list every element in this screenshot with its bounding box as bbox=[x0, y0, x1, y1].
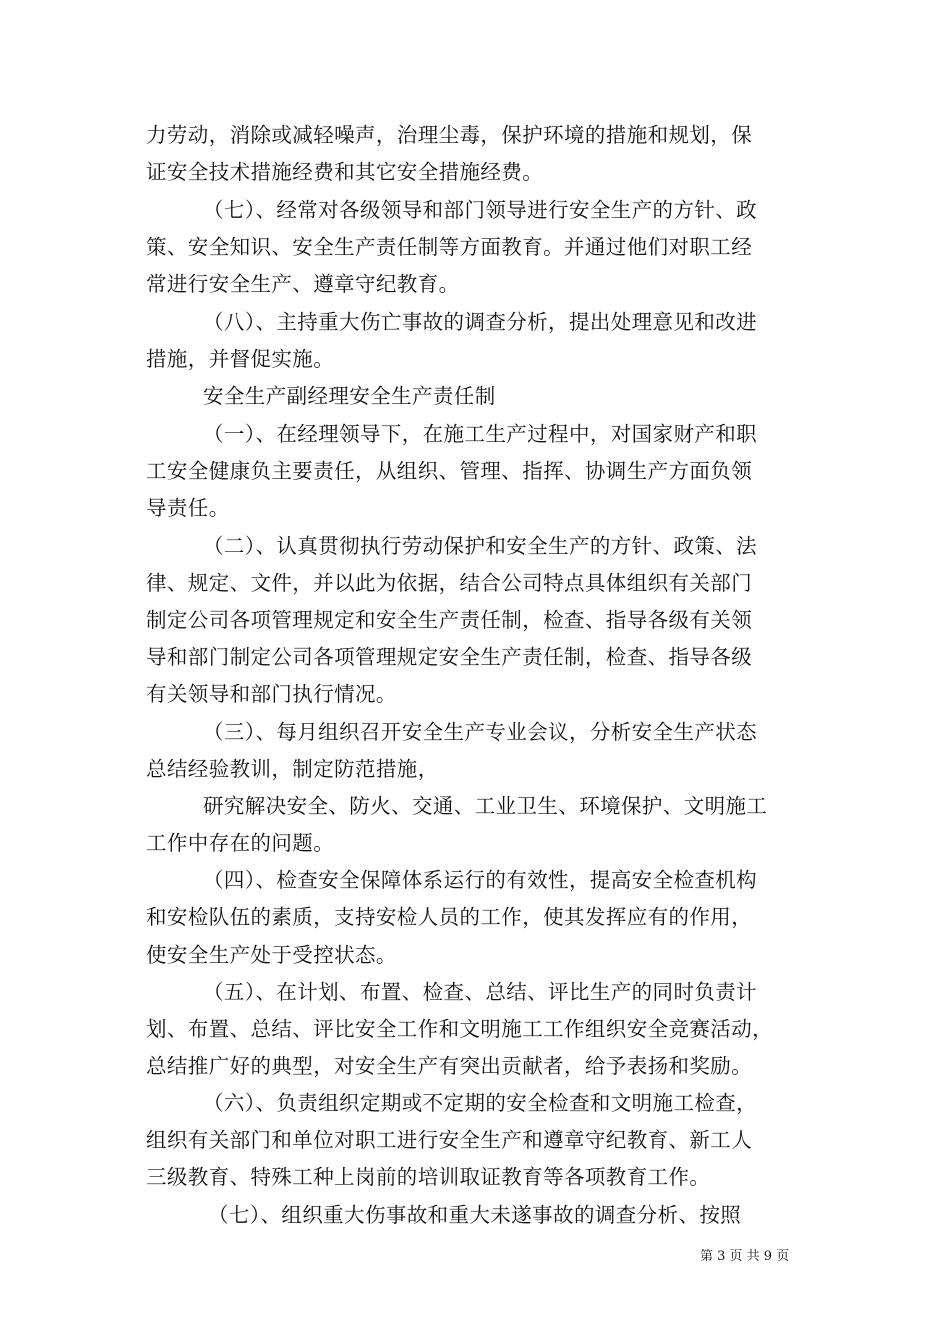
body-line: 措施，并督促实施。 bbox=[146, 347, 335, 371]
paragraph-start-line: （八）、主持重大伤亡事故的调查分析，提出处理意见和改进 bbox=[203, 310, 758, 334]
body-line: 常进行安全生产、遵章守纪教育。 bbox=[146, 272, 460, 296]
body-line: 工安全健康负主要责任，从组织、管理、指挥、协调生产方面负领 bbox=[146, 459, 753, 483]
paragraph-start-line: （一）、在经理领导下，在施工生产过程中，对国家财产和职 bbox=[203, 422, 758, 446]
body-line: 力劳动，消除或减轻噪声，治理尘毒，保护环境的措施和规划，保 bbox=[146, 123, 753, 147]
body-line: 制定公司各项管理规定和安全生产责任制，检查、指导各级有关领 bbox=[146, 608, 753, 632]
body-line: 策、安全知识、安全生产责任制等方面教育。并通过他们对职工经 bbox=[146, 235, 753, 259]
paragraph-start-line: （三）、每月组织召开安全生产专业会议，分析安全生产状态 bbox=[203, 720, 758, 744]
paragraph-start-line: （七）、经常对各级领导和部门领导进行安全生产的方针、政 bbox=[203, 198, 758, 222]
body-line: 组织有关部门和单位对职工进行安全生产和遵章守纪教育、新工人 bbox=[146, 1128, 753, 1152]
body-line: 和安检队伍的素质，支持安检人员的工作，使其发挥应有的作用， bbox=[146, 905, 753, 929]
paragraph-start-line: （四）、检查安全保障体系运行的有效性，提高安全检查机构 bbox=[203, 868, 758, 892]
body-line: 总结推广好的典型，对安全生产有突出贡献者，给予表扬和奖励。 bbox=[146, 1054, 753, 1078]
body-line: 导和部门制定公司各项管理规定安全生产责任制，检查、指导各级 bbox=[146, 645, 753, 669]
body-line: 律、规定、文件，并以此为依据，结合公司特点具体组织有关部门 bbox=[146, 571, 753, 595]
body-line: 证安全技术措施经费和其它安全措施经费。 bbox=[146, 160, 544, 184]
paragraph-start-line: 研究解决安全、防火、交通、工业卫生、环境保护、文明施工 bbox=[203, 794, 768, 818]
body-line: 三级教育、特殊工种上岗前的培训取证教育等各项教育工作。 bbox=[146, 1165, 711, 1189]
body-line: 总结经验教训，制定防范措施， bbox=[146, 757, 439, 781]
paragraph-start-line: （二）、认真贯彻执行劳动保护和安全生产的方针、政策、法 bbox=[203, 534, 758, 558]
paragraph-start-line: （五）、在计划、布置、检查、总结、评比生产的同时负责计 bbox=[203, 980, 758, 1004]
section-heading: 安全生产副经理安全生产责任制 bbox=[203, 384, 496, 408]
paragraph-start-line: （七）、组织重大伤事故和重大未遂事故的调查分析、按照 bbox=[208, 1203, 742, 1227]
paragraph-start-line: （六）、负责组织定期或不定期的安全检查和文明施工检查， bbox=[203, 1091, 758, 1115]
body-line: 使安全生产处于受控状态。 bbox=[146, 943, 397, 967]
body-line: 导责任。 bbox=[146, 496, 230, 520]
body-line: 工作中存在的问题。 bbox=[146, 831, 335, 855]
page-number-footer: 第 3 页 共 9 页 bbox=[700, 1249, 790, 1264]
body-line: 划、布置、总结、评比安全工作和文明施工工作组织安全竞赛活动， bbox=[146, 1017, 773, 1041]
body-line: 有关领导和部门执行情况。 bbox=[146, 682, 397, 706]
